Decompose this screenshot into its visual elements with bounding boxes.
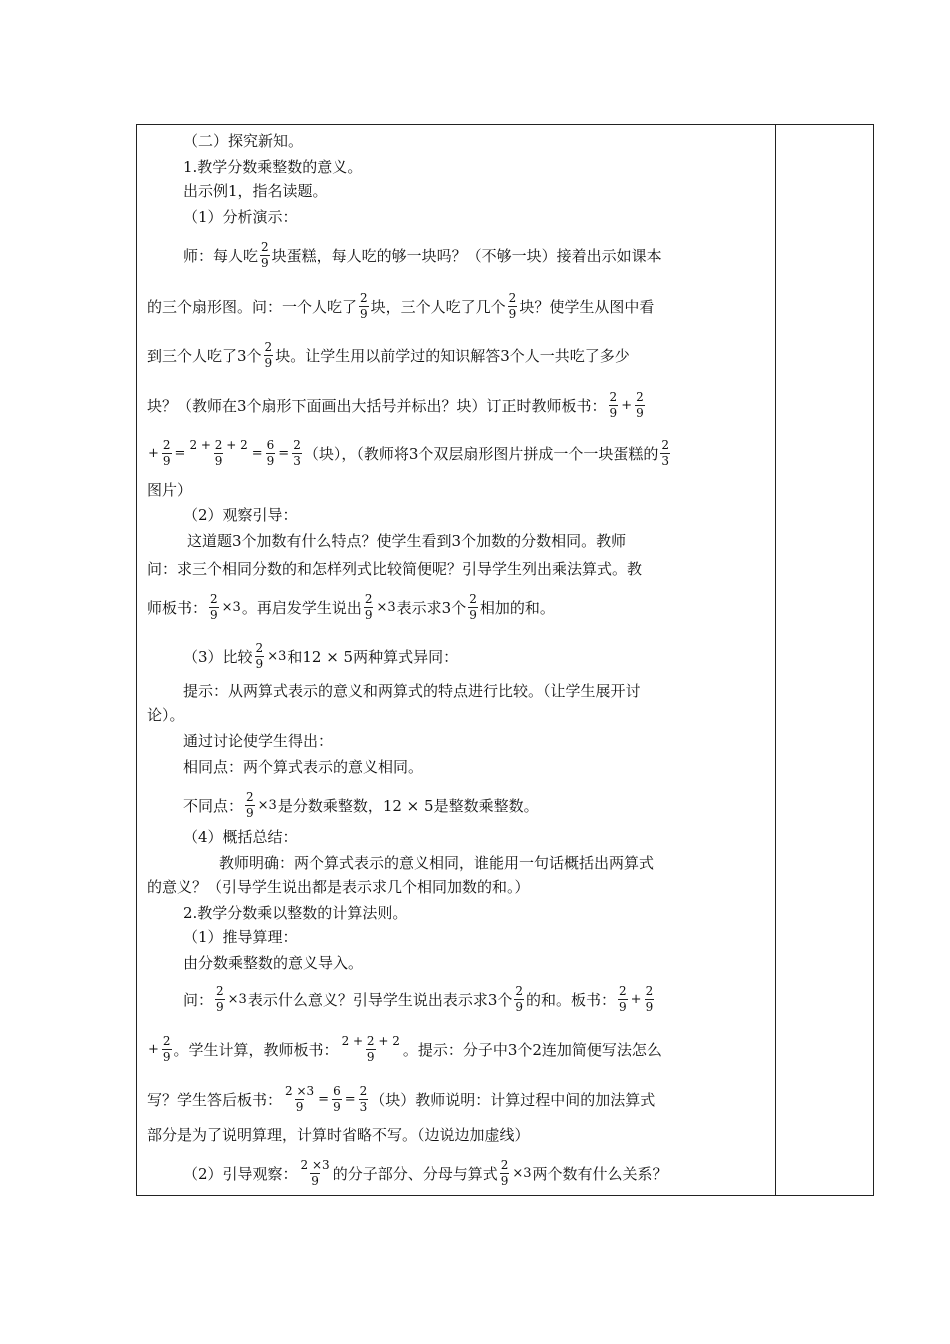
math-operator: = xyxy=(278,445,290,461)
text-run: 问：求三个相同分数的和怎样列式比较简便呢？引导学生列出乘法算式。教 xyxy=(147,560,643,578)
fraction-numerator: 2 xyxy=(515,984,524,998)
text-run: 到三个人吃了3个 xyxy=(147,346,262,365)
fraction-denominator: 9 xyxy=(333,1100,341,1114)
text-line xyxy=(147,505,769,524)
fraction-numerator: 2 xyxy=(264,340,273,354)
text-line xyxy=(147,1125,769,1144)
text-run: 提示：从两算式表示的意义和两算式的特点进行比较。（让学生展开讨 xyxy=(183,682,641,700)
text-line xyxy=(147,853,769,872)
text-run: 相同点：两个算式表示的意义相同。 xyxy=(183,758,424,776)
fraction-denominator: 9 xyxy=(162,1050,171,1064)
text-run: 两个数有什么关系？ xyxy=(532,1164,668,1183)
fraction xyxy=(359,1085,369,1114)
text-line xyxy=(147,559,769,578)
fraction-denominator: 9 xyxy=(162,454,171,468)
fraction-denominator: 9 xyxy=(619,1000,627,1014)
fraction-numerator: 2 ×3 xyxy=(285,1084,315,1098)
text-run: （2）观察引导： xyxy=(183,506,298,524)
text-line xyxy=(147,157,769,176)
text-run: 教师明确：两个算式表示的意义相同，谁能用一句话概括出两算式 xyxy=(219,854,655,872)
fraction-denominator: 9 xyxy=(255,657,264,671)
text-line xyxy=(147,681,769,700)
text-line xyxy=(147,642,769,671)
text-run: 不同点： xyxy=(183,796,244,815)
text-run: 通过讨论使学生得出： xyxy=(183,732,334,750)
text-run: 师板书： xyxy=(147,598,208,617)
text-run: （4）概括总结： xyxy=(183,828,298,846)
text-run: 的意义？（引导学生说出都是表示求几个相同加数的和。） xyxy=(147,878,530,896)
text-line xyxy=(147,531,769,550)
text-line xyxy=(147,705,769,724)
text-run: 2.教学分数乘以整数的计算法则。 xyxy=(183,904,408,922)
fraction-numerator: 2 xyxy=(500,1158,509,1172)
fraction xyxy=(609,391,619,420)
text-run: 的三个扇形图。问：一个人吃了 xyxy=(147,297,358,316)
fraction-numerator: 2 xyxy=(636,390,644,404)
fraction-denominator: 9 xyxy=(469,608,477,622)
text-run: （块）教师说明：计算过程中间的加法算式 xyxy=(370,1090,656,1109)
fraction xyxy=(284,1085,315,1114)
text-run: 块？使学生从图中看 xyxy=(519,297,655,316)
fraction-denominator: 9 xyxy=(508,307,517,321)
text-line xyxy=(147,593,769,622)
math-operator: + xyxy=(148,445,159,461)
text-line xyxy=(147,131,769,150)
fraction-numerator: 2 xyxy=(364,592,373,606)
text-run: 表示什么意义？引导学生说出表示求3个 xyxy=(247,990,513,1009)
text-run: 的分子部分、分母与算式 xyxy=(332,1164,498,1183)
fraction xyxy=(359,292,369,321)
math-operator: + xyxy=(630,991,642,1007)
text-run: 部分是为了说明算理，计算时省略不写。（边说边加虚线） xyxy=(147,1126,530,1144)
text-run: 块蛋糕，每人吃的够一块吗？（不够一块）接着出示如课本 xyxy=(271,246,662,265)
fraction-denominator: 9 xyxy=(609,406,618,420)
fraction xyxy=(162,439,172,468)
fraction xyxy=(162,1035,172,1064)
fraction xyxy=(215,985,225,1014)
text-run: 。再启发学生说出 xyxy=(241,598,362,617)
fraction xyxy=(292,439,302,468)
text-run: （二）探究新知。 xyxy=(183,132,304,150)
text-run: （1）分析演示： xyxy=(183,208,298,226)
fraction xyxy=(245,791,255,820)
fraction-denominator: 9 xyxy=(364,608,373,622)
fraction xyxy=(260,241,270,270)
text-run: 的和。板书： xyxy=(526,990,617,1009)
math-operator: = xyxy=(174,445,186,461)
fraction-denominator: 3 xyxy=(359,1100,368,1114)
text-line xyxy=(147,391,769,420)
lesson-plan-table xyxy=(136,124,874,1196)
fraction xyxy=(341,1035,401,1064)
text-run: 出示例1，指名读题。 xyxy=(183,182,328,200)
fraction xyxy=(508,292,518,321)
text-line xyxy=(147,757,769,776)
fraction xyxy=(264,341,274,370)
fraction-denominator: 9 xyxy=(295,1100,304,1114)
fraction xyxy=(468,593,478,622)
fraction-numerator: 2 xyxy=(162,438,171,452)
fraction xyxy=(300,1159,331,1188)
fraction xyxy=(266,439,276,468)
text-line xyxy=(147,341,769,370)
text-line xyxy=(147,439,769,468)
fraction-denominator: 9 xyxy=(366,1050,375,1064)
math-operator: + xyxy=(148,1041,159,1057)
fraction-numerator: 2 xyxy=(210,592,218,606)
text-line xyxy=(147,181,769,200)
text-run: 1.教学分数乘整数的意义。 xyxy=(183,158,363,176)
fraction-numerator: 2 xyxy=(261,240,269,254)
text-line xyxy=(147,877,769,896)
fraction-denominator: 9 xyxy=(216,1000,224,1014)
fraction-denominator: 9 xyxy=(266,454,275,468)
fraction-denominator: 3 xyxy=(293,454,301,468)
text-run: （2）引导观察： xyxy=(183,1164,298,1183)
math-operator: ×3 xyxy=(257,797,277,813)
fraction-denominator: 9 xyxy=(360,307,368,321)
math-operator: = xyxy=(251,445,263,461)
text-line xyxy=(147,207,769,226)
math-operator: ×3 xyxy=(221,599,241,615)
text-line xyxy=(147,985,769,1014)
fraction-denominator: 9 xyxy=(214,454,223,468)
text-line xyxy=(147,791,769,820)
fraction-numerator: 2 + 2 + 2 xyxy=(189,438,248,452)
fraction-numerator: 2 xyxy=(661,438,670,452)
text-run: （3）比较 xyxy=(183,647,253,666)
text-run: 。提示：分子中3个2连加简便写法怎么 xyxy=(402,1040,662,1059)
fraction-denominator: 3 xyxy=(661,454,670,468)
fraction-denominator: 9 xyxy=(500,1174,509,1188)
text-line xyxy=(147,731,769,750)
fraction xyxy=(209,593,219,622)
text-run: 。学生计算，教师板书： xyxy=(173,1040,339,1059)
fraction-denominator: 9 xyxy=(645,1000,654,1014)
fraction xyxy=(255,642,265,671)
fraction-numerator: 2 xyxy=(619,984,627,998)
math-operator: ×3 xyxy=(512,1165,532,1181)
math-operator: = xyxy=(344,1091,356,1107)
text-line xyxy=(147,480,769,499)
text-line xyxy=(147,241,769,270)
math-operator: ×3 xyxy=(376,599,396,615)
text-run: 写？学生答后板书： xyxy=(147,1090,283,1109)
fraction xyxy=(618,985,628,1014)
text-line xyxy=(147,1085,769,1114)
text-run: 师：每人吃 xyxy=(183,246,259,265)
text-run: （1）推导算理： xyxy=(183,928,298,946)
fraction-denominator: 9 xyxy=(246,806,254,820)
math-operator: ×3 xyxy=(227,991,247,1007)
fraction xyxy=(332,1085,342,1114)
text-run: （块），（教师将3个双层扇形图片拼成一个一块蛋糕的 xyxy=(303,444,659,463)
fraction-numerator: 2 xyxy=(360,291,368,305)
text-run: 表示求3个 xyxy=(396,598,467,617)
fraction xyxy=(364,593,374,622)
fraction-numerator: 2 xyxy=(216,984,224,998)
text-line xyxy=(147,953,769,972)
text-run: 这道题3个加数有什么特点？使学生看到3个加数的分数相同。教师 xyxy=(187,532,627,550)
text-run: 块。让学生用以前学过的知识解答3个人一共吃了多少 xyxy=(275,346,630,365)
fraction-numerator: 2 xyxy=(609,390,618,404)
math-operator: = xyxy=(318,1091,330,1107)
text-run: 和12 × 5两种算式异同： xyxy=(287,647,459,666)
text-line xyxy=(147,927,769,946)
fraction xyxy=(188,439,248,468)
text-run: 是分数乘整数，12 × 5是整数乘整数。 xyxy=(277,796,539,815)
fraction-denominator: 9 xyxy=(264,356,273,370)
fraction-numerator: 2 xyxy=(246,790,254,804)
text-run: 块，三个人吃了几个 xyxy=(370,297,506,316)
text-line xyxy=(147,903,769,922)
fraction-numerator: 6 xyxy=(333,1084,341,1098)
fraction-numerator: 2 xyxy=(293,438,301,452)
text-run: 论）。 xyxy=(147,706,185,724)
text-line xyxy=(147,1159,769,1188)
text-run: 图片） xyxy=(147,481,193,499)
text-line xyxy=(147,1035,769,1064)
fraction-denominator: 9 xyxy=(210,608,218,622)
text-run: 相加的和。 xyxy=(479,598,555,617)
fraction-denominator: 9 xyxy=(515,1000,524,1014)
fraction xyxy=(645,985,655,1014)
fraction-denominator: 9 xyxy=(311,1174,319,1188)
text-line xyxy=(147,292,769,321)
fraction xyxy=(500,1159,510,1188)
column-divider xyxy=(775,125,776,1195)
fraction-denominator: 9 xyxy=(261,256,269,270)
math-operator: ×3 xyxy=(267,648,287,664)
text-run: 问： xyxy=(183,990,214,1009)
fraction-numerator: 2 xyxy=(162,1034,171,1048)
fraction-numerator: 2 xyxy=(645,984,654,998)
fraction-numerator: 2 ×3 xyxy=(300,1158,330,1172)
fraction-numerator: 2 xyxy=(359,1084,368,1098)
text-run: 由分数乘整数的意义导入。 xyxy=(183,954,364,972)
text-line xyxy=(147,827,769,846)
fraction-denominator: 9 xyxy=(636,406,644,420)
fraction xyxy=(635,391,645,420)
text-run: 块？（教师在3个扇形下面画出大括号并标出？块）订正时教师板书： xyxy=(147,396,607,415)
fraction-numerator: 6 xyxy=(266,438,275,452)
fraction-numerator: 2 xyxy=(255,641,264,655)
fraction-numerator: 2 xyxy=(469,592,477,606)
fraction-numerator: 2 xyxy=(508,291,517,305)
fraction xyxy=(660,439,670,468)
fraction-numerator: 2 + 2 + 2 xyxy=(341,1034,400,1048)
math-operator: + xyxy=(621,397,633,413)
fraction xyxy=(514,985,524,1014)
